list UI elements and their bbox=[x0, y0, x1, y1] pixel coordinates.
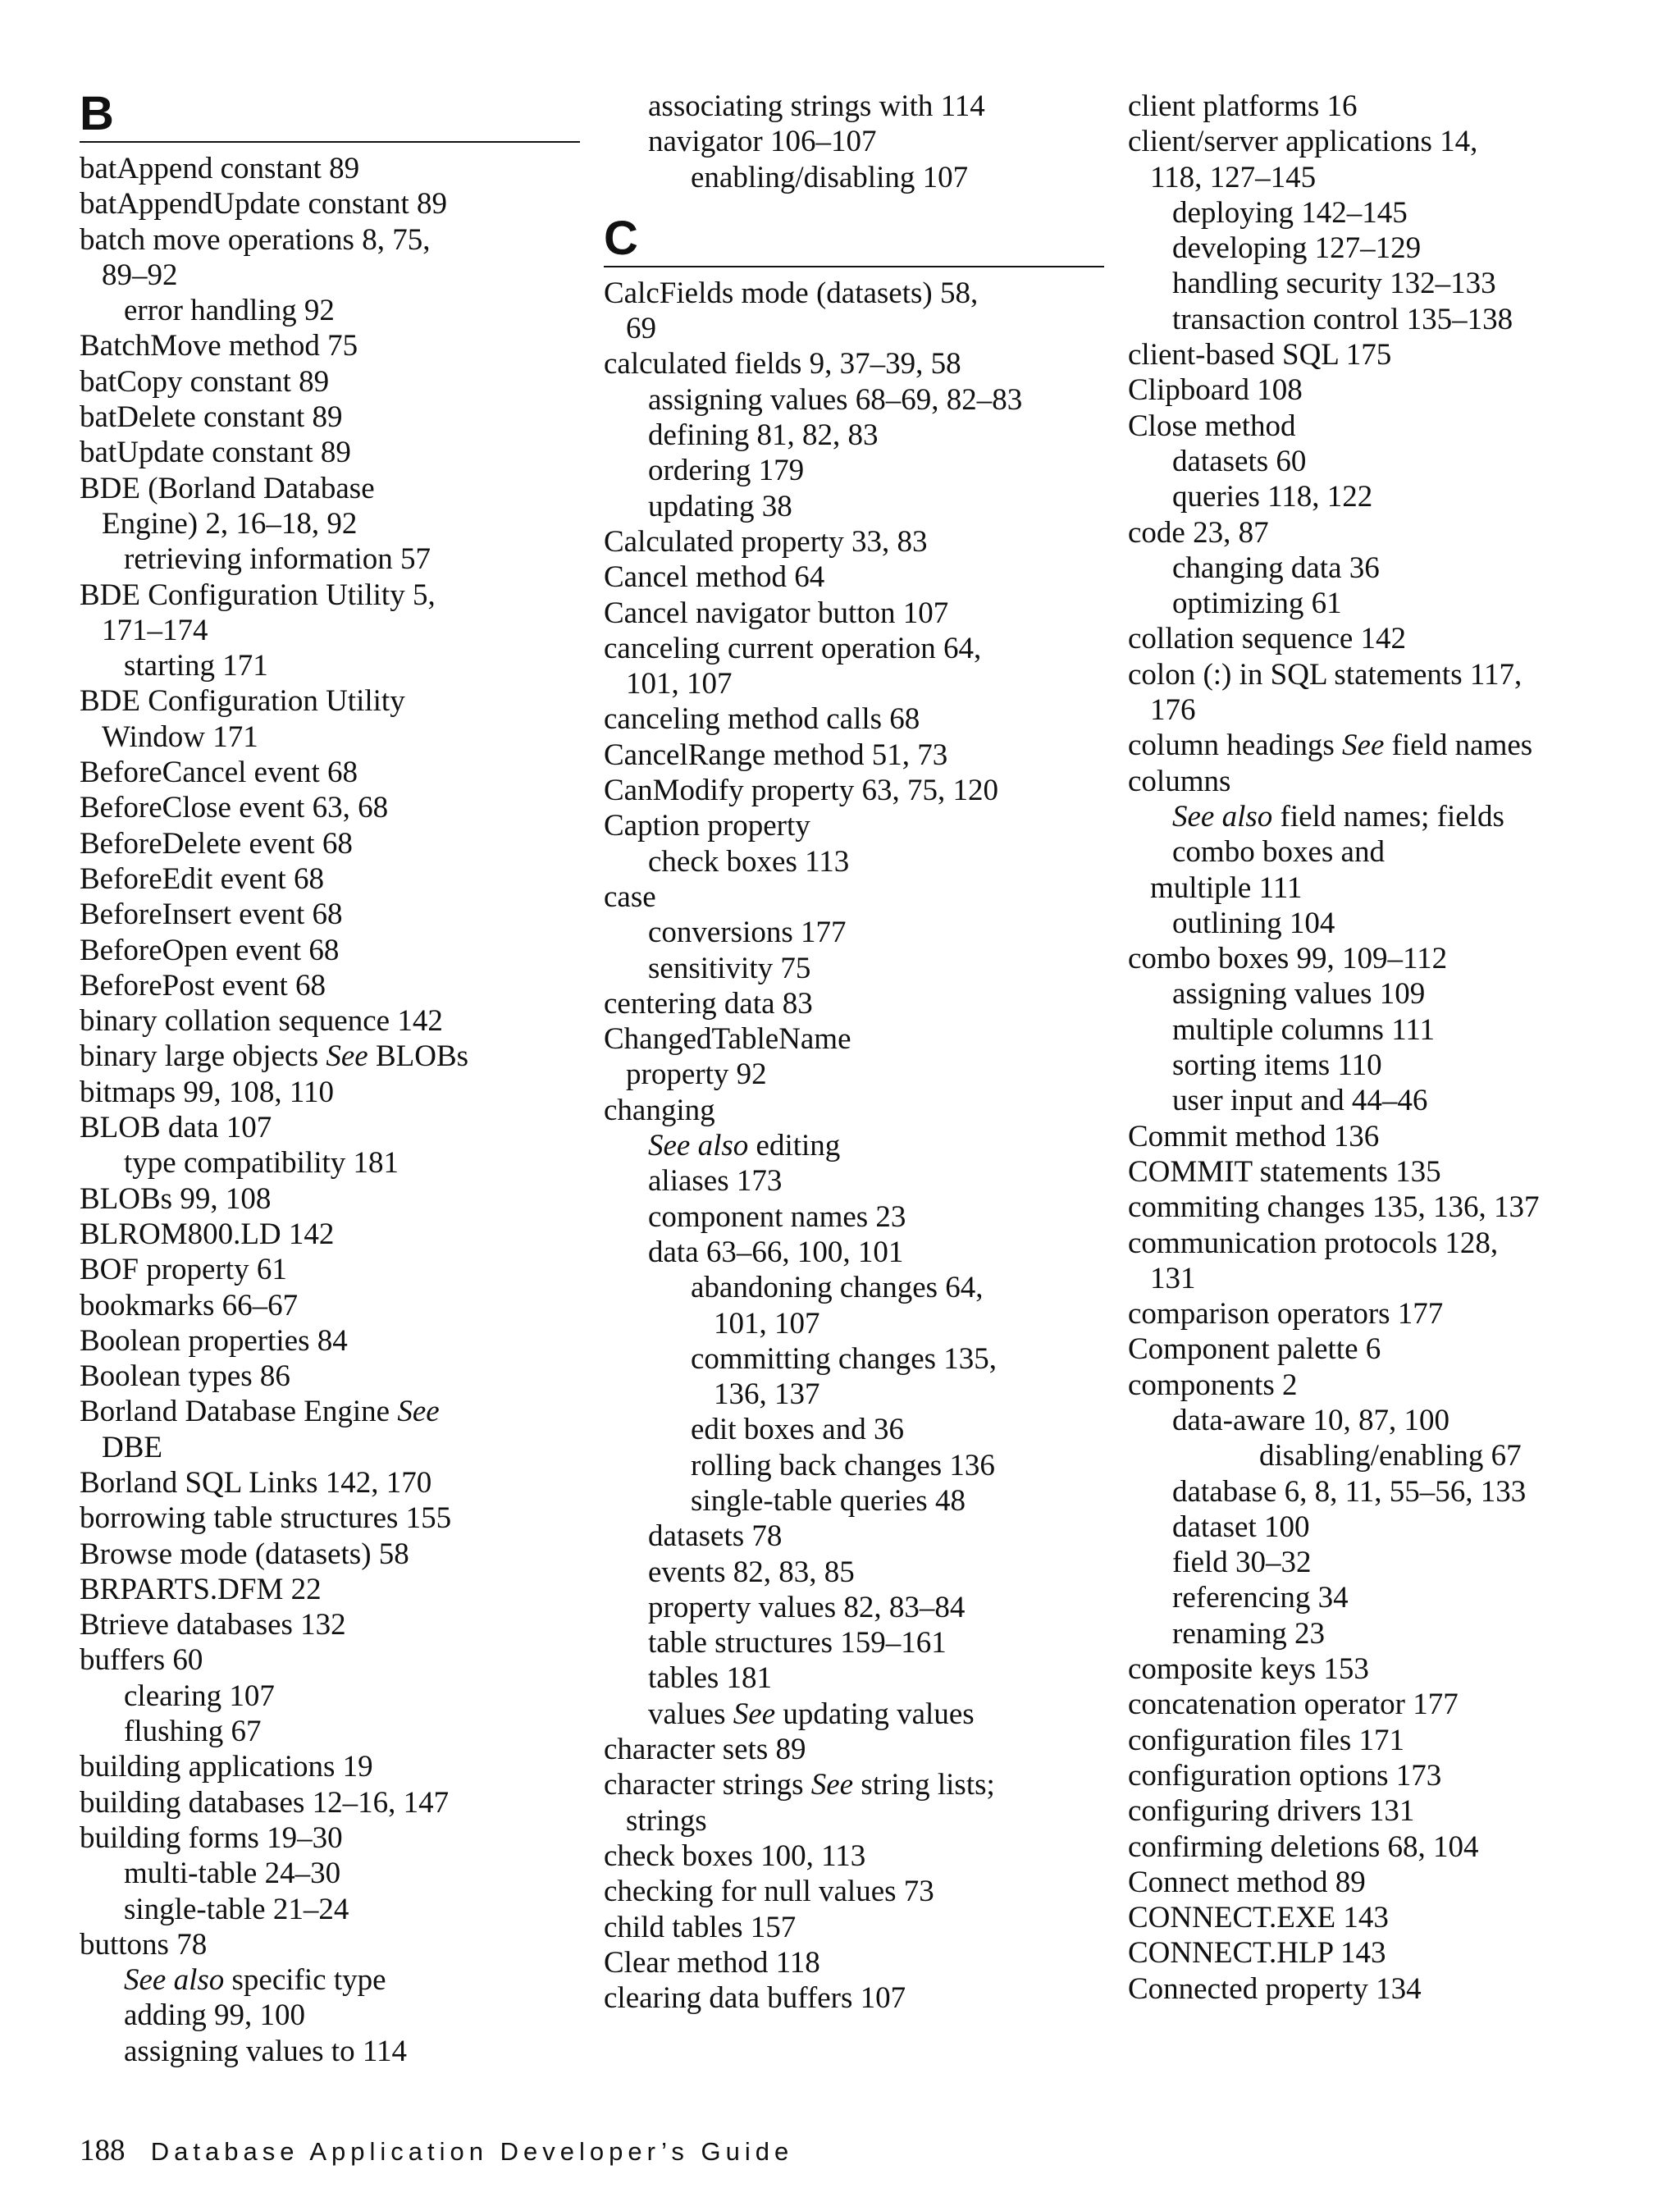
index-entry: single-table queries 48 bbox=[691, 1483, 966, 1518]
index-entry: configuration options 173 bbox=[1128, 1758, 1442, 1793]
index-entry: Btrieve databases 132 bbox=[80, 1608, 346, 1642]
index-entry: batDelete constant 89 bbox=[80, 400, 343, 435]
index-entry: component names 23 bbox=[648, 1199, 906, 1234]
index-entry: committing changes 135, bbox=[691, 1341, 998, 1376]
index-entry: BeforeInsert event 68 bbox=[80, 898, 343, 932]
index-entry: columns bbox=[1128, 764, 1231, 798]
index-entry: building forms 19–30 bbox=[80, 1820, 343, 1855]
index-entry: batUpdate constant 89 bbox=[80, 436, 351, 470]
index-entry: Connect method 89 bbox=[1128, 1865, 1366, 1899]
index-entry: strings bbox=[626, 1803, 707, 1838]
index-entry: changing data 36 bbox=[1172, 550, 1380, 585]
index-entry: CONNECT.EXE 143 bbox=[1128, 1901, 1389, 1935]
index-entry: aliases 173 bbox=[648, 1164, 783, 1199]
index-entry: optimizing 61 bbox=[1172, 587, 1342, 621]
cross-reference: See bbox=[810, 1768, 854, 1802]
index-entry: 89–92 bbox=[102, 258, 178, 292]
index-entry: database 6, 8, 11, 55–56, 133 bbox=[1172, 1474, 1527, 1509]
index-entry: comparison operators 177 bbox=[1128, 1297, 1444, 1331]
cross-reference: See bbox=[733, 1697, 776, 1731]
index-entry: ChangedTableName bbox=[604, 1022, 851, 1057]
index-entry: datasets 78 bbox=[648, 1519, 783, 1554]
index-entry: canceling method calls 68 bbox=[604, 702, 920, 737]
index-entry: multiple 111 bbox=[1150, 870, 1303, 905]
index-entry: Engine) 2, 16–18, 92 bbox=[102, 506, 358, 541]
index-entry: child tables 157 bbox=[604, 1910, 797, 1944]
index-entry: Clear method 118 bbox=[604, 1945, 820, 1980]
index-entry: Component palette 6 bbox=[1128, 1332, 1381, 1367]
section-rule bbox=[80, 141, 580, 143]
index-entry: 118, 127–145 bbox=[1150, 160, 1317, 194]
index-entry: binary collation sequence 142 bbox=[80, 1004, 443, 1039]
index-entry: column headings See field names bbox=[1128, 729, 1533, 763]
index-entry: batch move operations 8, 75, bbox=[80, 222, 431, 257]
index-entry: multiple columns 111 bbox=[1172, 1012, 1435, 1047]
index-entry: BLROM800.LD 142 bbox=[80, 1217, 335, 1251]
index-entry: property values 82, 83–84 bbox=[648, 1590, 966, 1624]
index-entry: property 92 bbox=[626, 1057, 767, 1092]
index-entry: disabling/enabling 67 bbox=[1259, 1439, 1522, 1473]
index-entry: batAppendUpdate constant 89 bbox=[80, 187, 447, 222]
cross-reference: See bbox=[397, 1395, 440, 1429]
entry-list bbox=[604, 89, 1104, 195]
index-entry: multi-table 24–30 bbox=[124, 1857, 341, 1891]
index-entry: Borland SQL Links 142, 170 bbox=[80, 1465, 432, 1500]
index-entry: COMMIT statements 135 bbox=[1128, 1154, 1441, 1189]
index-entry: bitmaps 99, 108, 110 bbox=[80, 1075, 335, 1109]
index-entry: BDE Configuration Utility 5, bbox=[80, 578, 436, 612]
index-entry: data-aware 10, 87, 100 bbox=[1172, 1403, 1450, 1437]
section-heading-b: B bbox=[80, 87, 114, 140]
index-entry: assigning values 109 bbox=[1172, 977, 1426, 1012]
index-entry: Boolean properties 84 bbox=[80, 1323, 348, 1358]
index-entry: BeforeCancel event 68 bbox=[80, 756, 358, 790]
index-entry: See also editing bbox=[648, 1129, 841, 1163]
index-entry: dataset 100 bbox=[1172, 1510, 1310, 1544]
index-entry: code 23, 87 bbox=[1128, 515, 1269, 550]
index-entry: changing bbox=[604, 1093, 715, 1127]
index-entry: checking for null values 73 bbox=[604, 1875, 934, 1909]
index-entry: case bbox=[604, 879, 656, 914]
index-entry: rolling back changes 136 bbox=[691, 1448, 995, 1482]
index-entry: associating strings with 114 bbox=[648, 89, 985, 123]
index-entry: Caption property bbox=[604, 809, 810, 843]
index-entry: composite keys 153 bbox=[1128, 1652, 1369, 1687]
index-entry: BDE Configuration Utility bbox=[80, 684, 405, 719]
index-entry: field 30–32 bbox=[1172, 1546, 1312, 1580]
index-entry: communication protocols 128, bbox=[1128, 1226, 1499, 1260]
index-entry: calculated fields 9, 37–39, 58 bbox=[604, 347, 961, 381]
index-entry: conversions 177 bbox=[648, 916, 847, 950]
index-entry: confirming deletions 68, 104 bbox=[1128, 1829, 1479, 1864]
cross-reference: See also bbox=[648, 1129, 749, 1163]
index-entry: error handling 92 bbox=[124, 294, 335, 328]
index-entry: components 2 bbox=[1128, 1368, 1298, 1402]
index-entry: developing 127–129 bbox=[1172, 231, 1422, 266]
index-entry: centering data 83 bbox=[604, 986, 813, 1021]
index-entry: Borland Database Engine See bbox=[80, 1395, 440, 1429]
index-entry: assigning values to 114 bbox=[124, 2034, 407, 2068]
index-entry: BOF property 61 bbox=[80, 1253, 287, 1287]
index-entry: referencing 34 bbox=[1172, 1581, 1349, 1615]
index-entry: CancelRange method 51, 73 bbox=[604, 738, 948, 772]
index-entry: adding 99, 100 bbox=[124, 1998, 305, 2033]
index-column-3 bbox=[1128, 89, 1628, 2007]
index-entry: 171–174 bbox=[102, 613, 208, 647]
index-entry: character strings See string lists; bbox=[604, 1768, 995, 1802]
index-entry: single-table 21–24 bbox=[124, 1892, 349, 1926]
index-entry: 176 bbox=[1150, 693, 1196, 728]
page-number: 188 bbox=[80, 2134, 126, 2167]
index-entry: outlining 104 bbox=[1172, 906, 1335, 940]
index-entry: values See updating values bbox=[648, 1697, 975, 1731]
index-entry: BatchMove method 75 bbox=[80, 329, 358, 363]
index-entry: Cancel navigator button 107 bbox=[604, 596, 949, 630]
index-entry: BeforeEdit event 68 bbox=[80, 861, 324, 896]
index-entry: Close method bbox=[1128, 409, 1296, 443]
index-entry: deploying 142–145 bbox=[1172, 195, 1408, 230]
index-entry: clearing data buffers 107 bbox=[604, 1981, 906, 2016]
index-entry: BLOB data 107 bbox=[80, 1111, 272, 1145]
cross-reference: See bbox=[326, 1039, 368, 1074]
index-entry: type compatibility 181 bbox=[124, 1146, 399, 1181]
index-entry: CalcFields mode (datasets) 58, bbox=[604, 276, 979, 310]
index-entry: ordering 179 bbox=[648, 454, 805, 488]
index-entry: Window 171 bbox=[102, 719, 258, 754]
index-entry: client/server applications 14, bbox=[1128, 125, 1478, 159]
section-heading-c: C bbox=[604, 211, 638, 265]
index-entry: configuring drivers 131 bbox=[1128, 1794, 1415, 1829]
index-entry: 101, 107 bbox=[714, 1306, 820, 1341]
book-title: Database Application Developer’s Guide bbox=[150, 2137, 794, 2166]
index-entry: 69 bbox=[626, 312, 656, 346]
index-entry: buttons 78 bbox=[80, 1927, 208, 1962]
index-entry: handling security 132–133 bbox=[1172, 267, 1496, 301]
index-entry: Commit method 136 bbox=[1128, 1119, 1380, 1153]
index-entry: flushing 67 bbox=[124, 1715, 262, 1749]
section-rule bbox=[604, 266, 1104, 267]
index-entry: building applications 19 bbox=[80, 1750, 373, 1784]
cross-reference: See bbox=[1342, 729, 1385, 763]
index-entry: tables 181 bbox=[648, 1661, 773, 1696]
cross-reference: See also bbox=[1172, 799, 1273, 834]
index-entry: building databases 12–16, 147 bbox=[80, 1785, 450, 1820]
index-entry: check boxes 113 bbox=[648, 844, 850, 879]
index-entry: concatenation operator 177 bbox=[1128, 1688, 1459, 1722]
index-entry: Clipboard 108 bbox=[1128, 373, 1303, 408]
index-entry: CONNECT.HLP 143 bbox=[1128, 1936, 1386, 1971]
index-entry: See also field names; fields bbox=[1172, 799, 1504, 834]
index-entry: character sets 89 bbox=[604, 1733, 806, 1767]
index-column-2 bbox=[604, 89, 1104, 2016]
cross-reference: See also bbox=[124, 1963, 225, 1998]
index-entry: bookmarks 66–67 bbox=[80, 1288, 299, 1322]
index-entry: buffers 60 bbox=[80, 1643, 203, 1678]
page-footer bbox=[80, 2133, 793, 2168]
index-entry: 136, 137 bbox=[714, 1377, 820, 1412]
index-entry: queries 118, 122 bbox=[1172, 480, 1373, 514]
index-entry: See also specific type bbox=[124, 1963, 386, 1998]
index-entry: BeforeOpen event 68 bbox=[80, 933, 340, 967]
index-entry: BLOBs 99, 108 bbox=[80, 1181, 272, 1216]
index-entry: navigator 106–107 bbox=[648, 125, 877, 159]
index-entry: BeforePost event 68 bbox=[80, 968, 326, 1003]
index-entry: Calculated property 33, 83 bbox=[604, 524, 928, 559]
index-entry: collation sequence 142 bbox=[1128, 622, 1407, 656]
index-entry: borrowing table structures 155 bbox=[80, 1501, 452, 1536]
index-entry: 101, 107 bbox=[626, 667, 733, 701]
entry-list bbox=[1128, 89, 1628, 2007]
index-entry: starting 171 bbox=[124, 649, 268, 683]
index-entry: defining 81, 82, 83 bbox=[648, 418, 879, 453]
index-entry: abandoning changes 64, bbox=[691, 1271, 984, 1305]
index-entry: updating 38 bbox=[648, 489, 792, 523]
section-gap bbox=[604, 195, 1104, 213]
index-entry: renaming 23 bbox=[1172, 1616, 1325, 1651]
index-entry: batCopy constant 89 bbox=[80, 364, 330, 399]
index-entry: BeforeClose event 63, 68 bbox=[80, 791, 389, 825]
index-column-1 bbox=[80, 89, 580, 2069]
index-entry: assigning values 68–69, 82–83 bbox=[648, 382, 1023, 417]
index-entry: Boolean types 86 bbox=[80, 1359, 290, 1394]
index-entry: user input and 44–46 bbox=[1172, 1084, 1428, 1118]
index-entry: BeforeDelete event 68 bbox=[80, 826, 353, 861]
index-entry: Cancel method 64 bbox=[604, 560, 825, 595]
index-entry: retrieving information 57 bbox=[124, 542, 431, 577]
index-entry: check boxes 100, 113 bbox=[604, 1838, 866, 1873]
index-entry: colon (:) in SQL statements 117, bbox=[1128, 657, 1522, 692]
index-entry: commiting changes 135, 136, 137 bbox=[1128, 1190, 1540, 1225]
index-entry: clearing 107 bbox=[124, 1679, 275, 1713]
index-entry: Browse mode (datasets) 58 bbox=[80, 1537, 409, 1571]
index-entry: client-based SQL 175 bbox=[1128, 338, 1392, 372]
index-entry: 131 bbox=[1150, 1261, 1196, 1295]
index-entry: Connected property 134 bbox=[1128, 1971, 1422, 2006]
index-entry: datasets 60 bbox=[1172, 444, 1307, 478]
index-entry: DBE bbox=[102, 1430, 162, 1464]
index-entry: CanModify property 63, 75, 120 bbox=[604, 774, 998, 808]
index-entry: edit boxes and 36 bbox=[691, 1413, 904, 1447]
index-entry: configuration files 171 bbox=[1128, 1723, 1405, 1757]
index-entry: enabling/disabling 107 bbox=[691, 160, 969, 194]
index-entry: sensitivity 75 bbox=[648, 951, 811, 985]
index-entry: batAppend constant 89 bbox=[80, 152, 360, 185]
index-entry: BDE (Borland Database bbox=[80, 471, 375, 505]
index-entry: client platforms 16 bbox=[1128, 89, 1358, 123]
index-entry: transaction control 135–138 bbox=[1172, 302, 1513, 336]
index-entry: data 63–66, 100, 101 bbox=[648, 1235, 904, 1269]
index-entry: sorting items 110 bbox=[1172, 1048, 1382, 1083]
index-entry: BRPARTS.DFM 22 bbox=[80, 1572, 322, 1606]
index-entry: canceling current operation 64, bbox=[604, 631, 982, 665]
entry-list bbox=[604, 276, 1104, 2017]
index-entry: combo boxes and bbox=[1172, 835, 1385, 870]
index-entry: binary large objects See BLOBs bbox=[80, 1039, 469, 1074]
entry-list bbox=[80, 151, 580, 2069]
index-entry: events 82, 83, 85 bbox=[648, 1555, 855, 1589]
index-entry: table structures 159–161 bbox=[648, 1626, 947, 1660]
index-entry: combo boxes 99, 109–112 bbox=[1128, 942, 1448, 976]
